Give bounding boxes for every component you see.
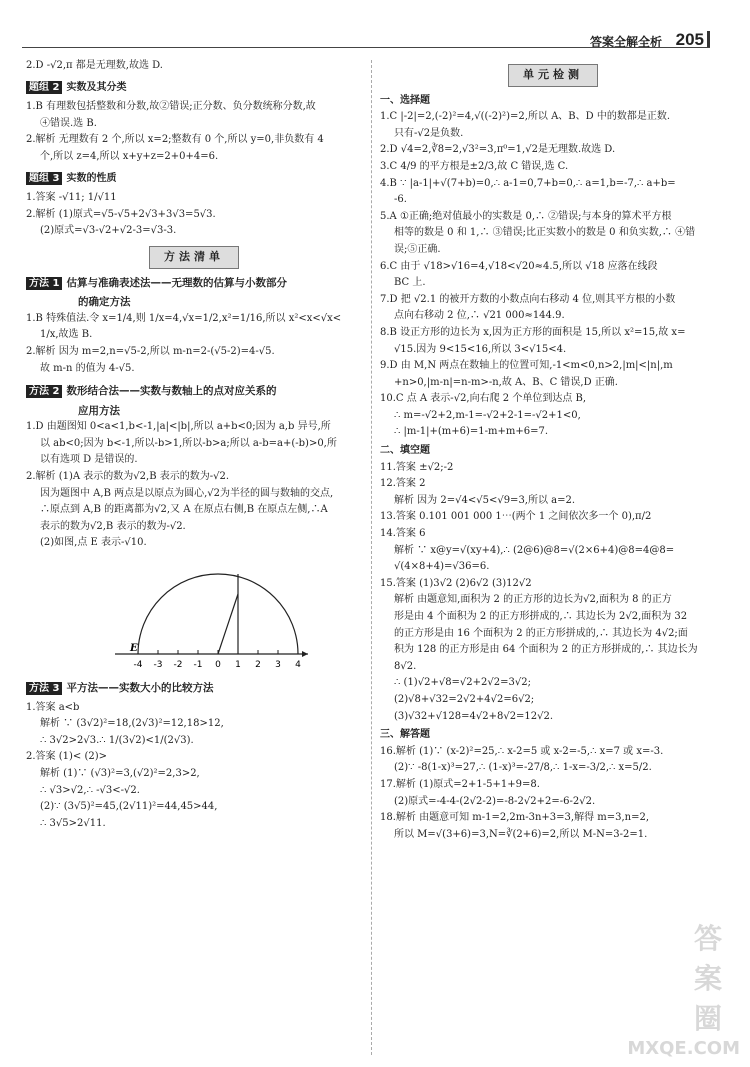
answer-line: 所以 M=√(3+6)=3,N=∛(2+6)=2,所以 M-N=3-2=1. xyxy=(394,828,648,840)
answer-line: 6.C 由于 √18>√16=4,√18<√20≈4.5,所以 √18 应落在线段 xyxy=(380,260,658,272)
answer-line: 解析 ∵ (3√2)²=18,(2√3)²=12,18>12, xyxy=(40,718,224,730)
answer-line: 17.解析 (1)原式=2+1-5+1+9=8. xyxy=(380,778,540,790)
answer-line: ∴原点到 A,B 的距离都为√2,又 A 在原点右侧,B 在原点左侧,∴A xyxy=(40,504,328,516)
answer-line: (2)原式=-4-4-(2√2-2)=-8-2√2+2=-6-2√2. xyxy=(394,795,596,807)
left-column xyxy=(26,58,362,832)
answer-line: 2.D √4=2,∛8=2,√3²=3,π⁰=1,√2是无理数.故选 D. xyxy=(380,144,616,156)
number-line-figure xyxy=(26,554,362,674)
answer-line: 1.B 特殊值法.令 x=1/4,则 1/x=4,√x=1/2,x²=1/16,所以 x²<x<√x< xyxy=(26,312,342,324)
group-heading: 题组 2 实数及其分类 xyxy=(26,80,362,97)
header-rule xyxy=(22,47,710,48)
answer-line: 2.解析 (1)原式=√5-√5+2√3+3√3=5√3. xyxy=(26,208,216,220)
number-line-svg xyxy=(110,554,310,674)
header-bar xyxy=(707,31,710,47)
answer-line: 误;⑤正确. xyxy=(394,243,441,255)
answer-line: 5.A ①正确;绝对值最小的实数是 0,∴ ②错误;与本身的算术平方根 xyxy=(380,210,672,222)
column-divider xyxy=(371,60,372,1055)
answer-line: 1.答案 a<b xyxy=(26,701,80,713)
answer-line: 只有-√2是负数. xyxy=(394,127,464,139)
answer-line: (3)√32+√128=4√2+8√2=12√2. xyxy=(394,710,554,722)
section-banner: 方法清单 xyxy=(26,246,362,269)
answer-line: 11.答案 ±√2;-2 xyxy=(380,461,454,473)
axis-tick-label: 0 xyxy=(215,660,221,671)
answer-line: 4.B ∵ |a-1|+√(7+b)=0,∴ a-1=0,7+b=0,∴ a=1,b=-7,∴ a+b= xyxy=(380,177,676,189)
radius-segment xyxy=(218,594,238,654)
page-number: 205 xyxy=(675,30,704,49)
axis-tick-label: -2 xyxy=(173,660,183,671)
answer-line: (2)∵ -8(1-x)³=27,∴ (1-x)³=-27/8,∴ 1-x=-3/2,∴ x=5/2. xyxy=(394,762,652,774)
answer-line: ∴ √3>√2,∴ -√3<-√2. xyxy=(40,784,140,796)
answer-line: √(4×8+4)=√36=6. xyxy=(394,561,490,573)
header-title: 答案全解全析 xyxy=(589,35,662,49)
answer-line: 点向右移动 2 位,∴ √21 000≈144.9. xyxy=(394,310,565,322)
section-title: 一、选择题 xyxy=(380,94,430,106)
answer-line: (2)原式=√3-√2+√2-3=√3-3. xyxy=(40,225,177,237)
answer-line: 8√2. xyxy=(394,660,417,672)
answer-line: -6. xyxy=(394,194,407,206)
answer-line: 解析 由题意知,面积为 2 的正方形的边长为√2,面积为 8 的正方 xyxy=(394,594,672,606)
answer-line: 1.D 由题图知 0<a<1,b<-1,|a|<|b|,所以 a+b<0;因为 a,b 异号,所 xyxy=(26,421,331,433)
method-heading: 方法 2 数形结合法——实数与数轴上的点对应关系的 xyxy=(26,383,362,400)
answer-line: 3.C 4/9 的平方根是±2/3,故 C 错误,选 C. xyxy=(380,160,569,172)
section-title: 二、填空题 xyxy=(380,445,430,457)
answer-line: 解析 (1)∵ (√3)²=3,(√2)²=2,3>2, xyxy=(40,768,200,779)
answer-line: 13.答案 0.101 001 000 1⋯(两个 1 之间依次多一个 0),π/2 xyxy=(380,511,652,523)
semicircle-arc xyxy=(138,574,298,654)
answer-line: ∴ 3√2>2√3.∴ 1/(3√2)<1/(2√3). xyxy=(40,734,194,746)
page-header xyxy=(0,0,750,48)
answer-line: 2.D -√2,π 都是无理数,故选 D. xyxy=(26,60,163,71)
answer-line: 2.解析 (1)A 表示的数为√2,B 表示的数为-√2. xyxy=(26,471,230,483)
answer-line: BC 上. xyxy=(394,277,426,289)
answer-line: 积为 128 的正方形是由 64 个面积为 2 的正方形拼成的,∴ 其边长为 xyxy=(394,644,698,656)
answer-line: ④错误.选 B. xyxy=(40,117,97,129)
method-heading: 方法 1 估算与准确表述法——无理数的估算与小数部分 xyxy=(26,275,362,292)
axis-tick-label: -3 xyxy=(153,660,163,671)
answer-line: (2)如图,点 E 表示-√10. xyxy=(40,537,147,549)
answer-line: 12.答案 2 xyxy=(380,478,426,490)
answer-line: 2.答案 (1)< (2)> xyxy=(26,751,107,763)
answer-line: 9.D 由 M,N 两点在数轴上的位置可知,-1<m<0,n>2,|m|<|n|,m xyxy=(380,360,673,372)
section-title: 三、解答题 xyxy=(380,729,430,741)
answer-line: 1.B 有理数包括整数和分数,故②错误;正分数、负分数统称分数,故 xyxy=(26,101,316,113)
axis-tick-label: -4 xyxy=(133,660,143,671)
answer-line: 解析 ∵ x@y=√(xy+4),∴ (2@6)@8=√(2×6+4)@8=4@8= xyxy=(394,544,675,556)
answer-line: (2)∵ (3√5)²=45,(2√11)²=44,45>44, xyxy=(40,801,218,813)
method-heading: 方法 3 平方法——实数大小的比较方法 xyxy=(26,680,362,697)
answer-line: 因为题图中 A,B 两点是以原点为圆心,√2为半径的圆与数轴的交点, xyxy=(40,487,334,499)
group-heading: 题组 3 实数的性质 xyxy=(26,171,362,188)
section-banner: 单元检测 xyxy=(380,64,726,87)
answer-line: 解析 因为 2=√4<√5<√9=3,所以 a=2. xyxy=(394,494,576,506)
answer-line: +n>0,|m-n|=n-m>-n,故 A、B、C 错误,D 正确. xyxy=(394,376,618,388)
answer-line: 2.解析 因为 m=2,n=√5-2,所以 m-n=2-(√5-2)=4-√5. xyxy=(26,345,275,357)
axis-tick-label: 2 xyxy=(255,660,261,671)
answer-line: ∴ |m-1|+(m+6)=1-m+m+6=7. xyxy=(394,426,549,438)
answer-line: 个,所以 z=4,所以 x+y+z=2+0+4=6. xyxy=(40,150,219,162)
method-heading-cont: 的确定方法 xyxy=(78,296,131,309)
answer-line: 相等的数是 0 和 1,∴ ③错误;比正实数小的数是 0 和负实数,∴ ④错 xyxy=(394,227,696,239)
answer-line: 故 m-n 的值为 4-√5. xyxy=(40,362,135,374)
watermark-logo-text: 答案圈 xyxy=(693,922,722,1035)
answer-line: 以有选项 D 是错误的. xyxy=(40,454,138,466)
axis-tick-label: 1 xyxy=(235,660,241,671)
answer-line: 14.答案 6 xyxy=(380,528,426,540)
answer-line: 10.C 点 A 表示-√2,向右爬 2 个单位到达点 B, xyxy=(380,393,587,405)
answer-line: 的正方形是由 16 个面积为 2 的正方形拼成的,∴ 其边长为 4√2;面 xyxy=(394,627,688,639)
point-e-label: E xyxy=(130,643,138,655)
answer-line: 8.B 设正方形的边长为 x,因为正方形的面积是 15,所以 x²=15,故 x= xyxy=(380,326,686,338)
answer-line: (2)√8+√32=2√2+4√2=6√2; xyxy=(394,693,535,705)
answer-line: 2.解析 无理数有 2 个,所以 x=2;整数有 0 个,所以 y=0,非负数有 4 xyxy=(26,134,324,146)
answer-line: 16.解析 (1)∵ (x-2)²=25,∴ x-2=5 或 x-2=-5,∴ x=7 或 x=-3. xyxy=(380,745,664,757)
right-column xyxy=(380,58,726,843)
watermark-url: MXQE.COM xyxy=(627,1038,740,1059)
axis-arrow xyxy=(302,651,308,657)
answer-line: ∴ m=-√2+2,m-1=-√2+2-1=-√2+1<0, xyxy=(394,409,581,421)
answer-line: 1.答案 -√11; 1/√11 xyxy=(26,192,117,204)
answer-line: ∴ 3√5>2√11. xyxy=(40,817,106,829)
answer-line: √15.因为 9<15<16,所以 3<√15<4. xyxy=(394,343,567,355)
answer-line: 18.解析 由题意可知 m-1=2,2m-3n+3=3,解得 m=3,n=2, xyxy=(380,812,650,824)
answer-line: 形是由 4 个面积为 2 的正方形拼成的,∴ 其边长为 2√2,面积为 32 xyxy=(394,611,688,622)
axis-tick-label: -1 xyxy=(193,660,203,671)
answer-line: ∴ (1)√2+√8=√2+2√2=3√2; xyxy=(394,677,531,689)
answer-line: 表示的数为√2,B 表示的数为-√2. xyxy=(40,520,186,532)
answer-line: 7.D 把 √2.1 的被开方数的小数点向右移动 4 位,则其平方根的小数 xyxy=(380,293,676,305)
answer-line: 15.答案 (1)3√2 (2)6√2 (3)12√2 xyxy=(380,577,532,589)
method-heading-cont: 应用方法 xyxy=(78,404,120,417)
answer-line: 1/x,故选 B. xyxy=(40,329,93,341)
axis-tick-label: 4 xyxy=(295,660,301,671)
axis-tick-label: 3 xyxy=(275,660,281,671)
answer-line: 以 ab<0;因为 b<-1,所以-b>1,所以-b>a;所以 a-b=a+(-b)>0,所 xyxy=(40,437,337,449)
answer-line: 1.C |-2|=2,(-2)²=4,√((-2)²)=2,所以 A、B、D 中的数都是正数. xyxy=(380,111,671,123)
